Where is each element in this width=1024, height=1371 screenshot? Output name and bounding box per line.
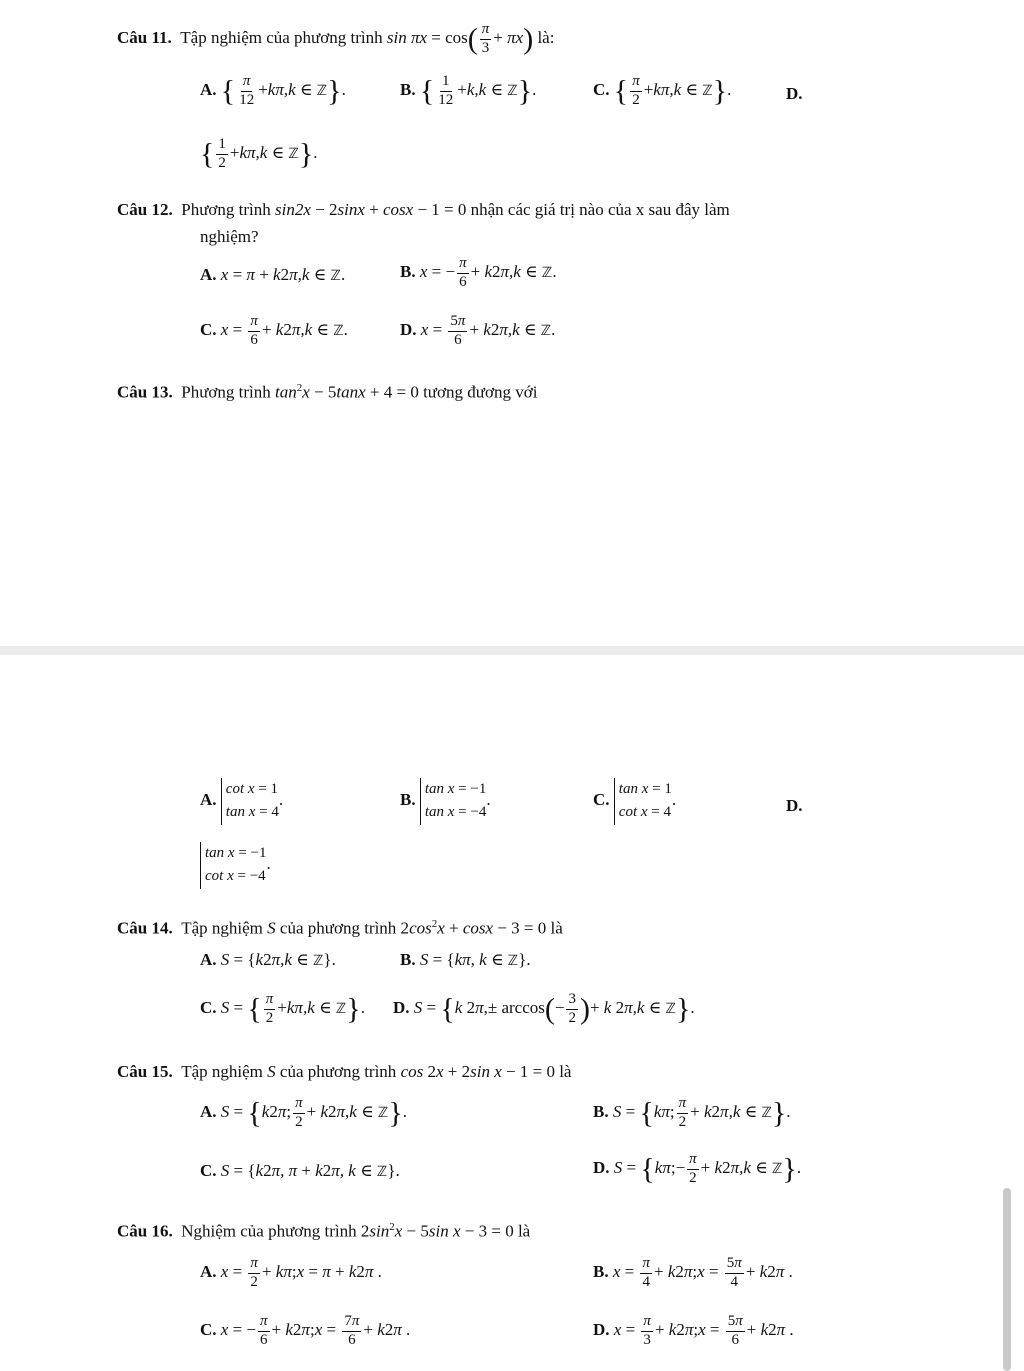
q15-option-d[interactable]: D. S = {kπ;− $\frac{\pi}{2}$ + k2π,k ∈ ℤ}. [593, 1151, 802, 1186]
q11-label: Câu 11. [117, 28, 172, 48]
q13-label: Câu 13. [117, 382, 173, 402]
q16-option-a[interactable]: A. x = $\frac{\pi}{2}$ + kπ;x = π + k2π . [200, 1255, 382, 1290]
q12-option-c[interactable]: C. x = $\frac{\pi}{6}$ + k2π,k ∈ ℤ. [200, 313, 348, 348]
q12-option-a[interactable]: A. x = π + k2π,k ∈ ℤ. [200, 265, 346, 284]
q14-option-d[interactable]: D. S = {k 2π,± arccos(− $\frac{3}{2}$ )+ k 2π,k ∈ ℤ}. [393, 991, 695, 1026]
q11-option-c[interactable]: C. { $\frac{\pi}{2}$ +kπ,k ∈ ℤ}. [593, 73, 732, 108]
q13-option-a[interactable]: A. cot x = 1 tan x = 4 . [200, 778, 283, 825]
q13-option-c[interactable]: C. tan x = 1 cot x = 4 . [593, 778, 676, 825]
q13-option-d[interactable]: tan x = −1 cot x = −4 . [200, 842, 271, 889]
q13-option-b[interactable]: B. tan x = −1 tan x = −4 . [400, 778, 491, 825]
q15-stem: Câu 15. Tập nghiệm S của phương trình cos 2x + 2sin x − 1 = 0 là [117, 1062, 572, 1081]
q14-label: Câu 14. [117, 918, 173, 938]
q16-option-d[interactable]: D. x = $\frac{\pi}{3}$ + k2π;x = $\frac{5\pi}{6}$ + k2π . [593, 1313, 794, 1348]
q15-option-b[interactable]: B. S = {kπ; $\frac{\pi}{2}$ + k2π,k ∈ ℤ}. [593, 1095, 791, 1130]
q14-option-a[interactable]: A. S = {k2π,k ∈ ℤ}. [200, 950, 336, 969]
q12-stem-line2: nghiệm? [200, 227, 259, 246]
q16-option-b[interactable]: B. x = $\frac{\pi}{4}$ + k2π;x = $\frac{5\pi}{4}$ + k2π . [593, 1255, 793, 1290]
q11-stem: Câu 11. Tập nghiệm của phương trình sin πx = cos( $\frac{\pi}{3}$ + πx) là: [117, 21, 555, 56]
q14-option-b[interactable]: B. S = {kπ, k ∈ ℤ}. [400, 950, 531, 969]
q11-option-a[interactable]: A. { $\frac{\pi}{12}$ +kπ,k ∈ ℤ}. [200, 73, 346, 108]
page-divider [0, 646, 1024, 655]
q11-option-d[interactable]: { $\frac{1}{2}$ +kπ,k ∈ ℤ}. [200, 136, 318, 171]
q12-label: Câu 12. [117, 200, 173, 219]
q16-option-c[interactable]: C. x = − $\frac{\pi}{6}$ + k2π;x = $\frac{7\pi}{6}$ + k2π . [200, 1313, 411, 1348]
q15-option-c[interactable]: C. S = {k2π, π + k2π, k ∈ ℤ}. [200, 1161, 400, 1180]
vertical-scrollbar[interactable] [1003, 1188, 1011, 1371]
q13-stem: Câu 13. Phương trình $\tan^2x - 5\tan x + 4 = 0$ tương đương với [117, 382, 538, 402]
q11-option-d-label: D. [786, 84, 803, 103]
q12-option-d[interactable]: D. x = $\frac{5\pi}{6}$ + k2π,k ∈ ℤ. [400, 313, 556, 348]
q12-stem: Câu 12. Phương trình sin2x − 2sinx + cosx − 1 = 0 nhận các giá trị nào của x sau đây làm [117, 200, 730, 219]
q15-option-a[interactable]: A. S = {k2π; $\frac{\pi}{2}$ + k2π,k ∈ ℤ}. [200, 1095, 407, 1130]
q13-option-d-label: D. [786, 796, 803, 815]
q12-option-b[interactable]: B. x = − $\frac{\pi}{6}$ + k2π,k ∈ ℤ. [400, 255, 557, 290]
q15-label: Câu 15. [117, 1062, 173, 1081]
q11-option-b[interactable]: B. { $\frac{1}{12}$ +k,k ∈ ℤ}. [400, 73, 537, 108]
q16-label: Câu 16. [117, 1221, 173, 1241]
q14-option-c[interactable]: C. S = { $\frac{\pi}{2}$ +kπ,k ∈ ℤ}. [200, 991, 365, 1026]
q16-stem: Câu 16. Nghiệm của phương trình $2\sin^2x - 5\sin$ x − 3 = 0 là [117, 1221, 531, 1241]
q14-stem: Câu 14. Tập nghiệm S của phương trình $2\cos^2x + \cos x - 3 = 0$ là [117, 918, 563, 938]
